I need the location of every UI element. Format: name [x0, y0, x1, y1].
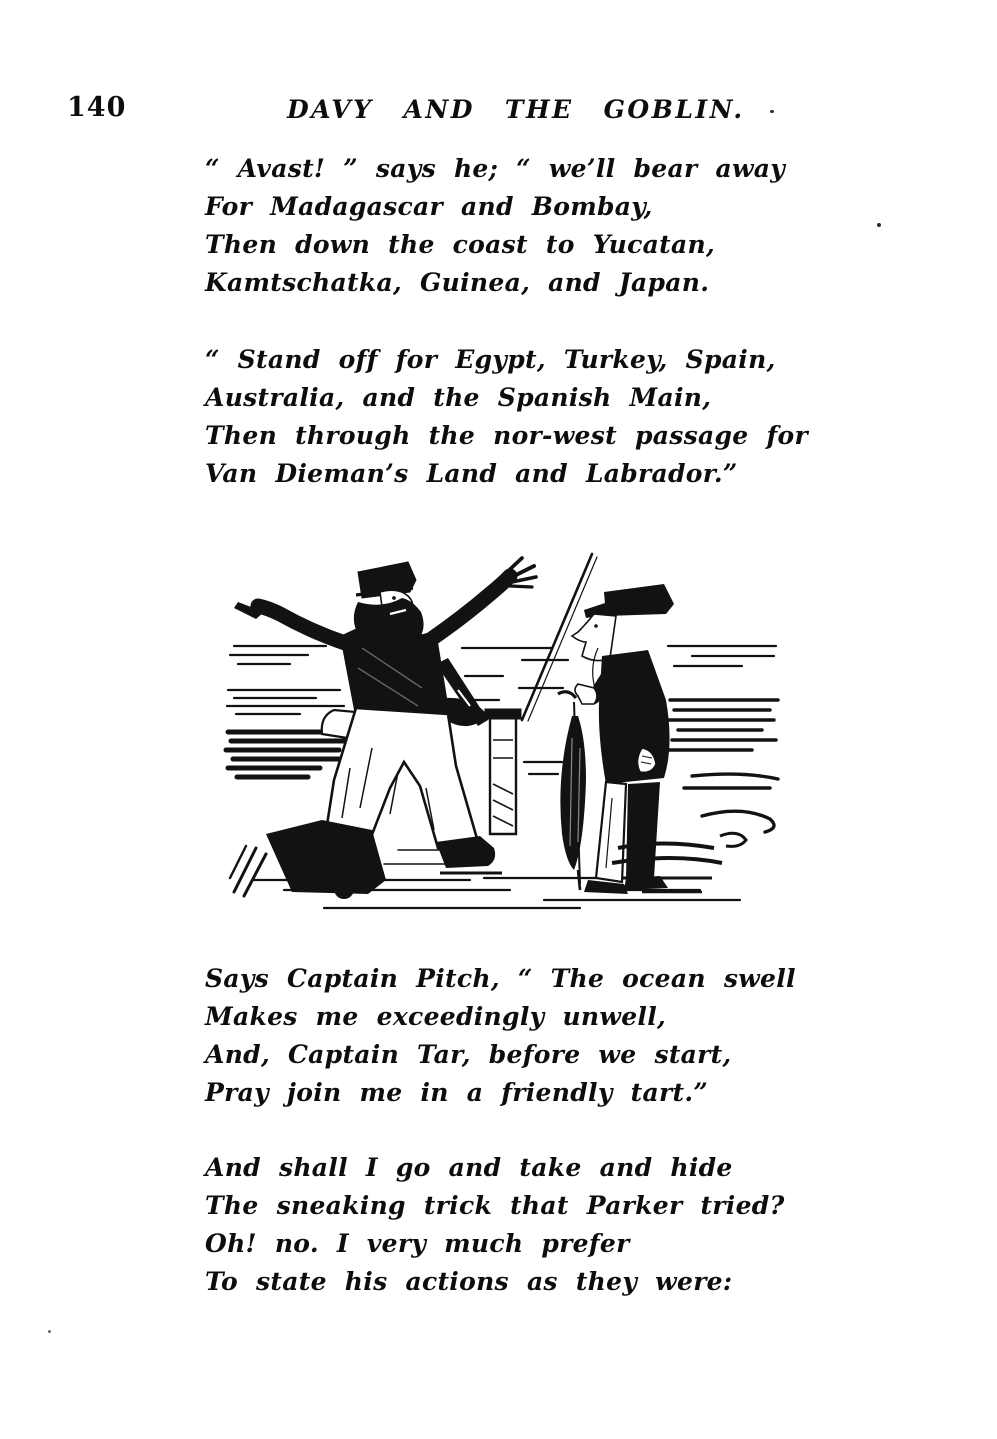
sailor-front-trouser [596, 782, 626, 882]
poem-line: Oh! no. I very much prefer [205, 1229, 630, 1258]
closed-umbrella [558, 692, 586, 890]
scan-speck [48, 1330, 51, 1333]
woodcut-illustration-two-captains [222, 548, 782, 916]
captain-eye [392, 596, 396, 600]
poem-line: Kamtschatka, Guinea, and Japan. [205, 268, 710, 297]
scan-speck [770, 110, 774, 113]
poem-line: Australia, and the Spanish Main, [205, 383, 712, 412]
poem-line: Makes me exceedingly unwell, [205, 1002, 667, 1031]
captain-right-arm [430, 576, 510, 640]
sea-lines-left [227, 646, 344, 714]
sailor-face [572, 614, 616, 661]
sea-band-left [226, 732, 346, 777]
page-number: 140 [67, 92, 127, 123]
poem-line: Pray join me in a friendly tart.” [205, 1078, 708, 1107]
deck-hatch-strokes [230, 846, 266, 896]
poem-line: Van Dieman’s Land and Labrador.” [205, 459, 738, 488]
poem-stanza-3 [205, 960, 796, 1112]
deck-bollard [485, 709, 521, 834]
poem-stanza-4 [205, 1149, 785, 1301]
poem-line: And, Captain Tar, before we start, [205, 1040, 732, 1069]
poem-line: Then through the nor-west passage for [205, 421, 808, 450]
poem-line: For Madagascar and Bombay, [205, 192, 653, 221]
poem-line: Says Captain Pitch, “ The ocean swell [205, 964, 796, 993]
poem-stanza-2 [205, 341, 808, 493]
captain-open-hand [502, 558, 536, 587]
scan-speck [877, 223, 881, 227]
running-header-title: DAVY AND THE GOBLIN. [287, 95, 745, 124]
poem-line: To state his actions as they were: [205, 1267, 733, 1296]
captain-right-boot [436, 836, 495, 868]
sea-band-right [666, 700, 778, 832]
poem-line: Then down the coast to Yucatan, [205, 230, 716, 259]
sailor-eye [594, 624, 598, 628]
poem-line: The sneaking trick that Parker tried? [205, 1191, 785, 1220]
sea-lines-right [668, 646, 776, 666]
deck-shadow-left [266, 820, 386, 894]
poem-stanza-1 [205, 150, 785, 302]
poem-line: “ Stand off for Egypt, Turkey, Spain, [205, 345, 776, 374]
captain-left-arm [258, 606, 348, 644]
poem-line: And shall I go and take and hide [205, 1153, 733, 1182]
sailor-back-trouser [626, 782, 660, 880]
poem-line: “ Avast! ” says he; “ we’ll bear away [205, 154, 786, 183]
sailor-peaked-cap [604, 584, 674, 616]
